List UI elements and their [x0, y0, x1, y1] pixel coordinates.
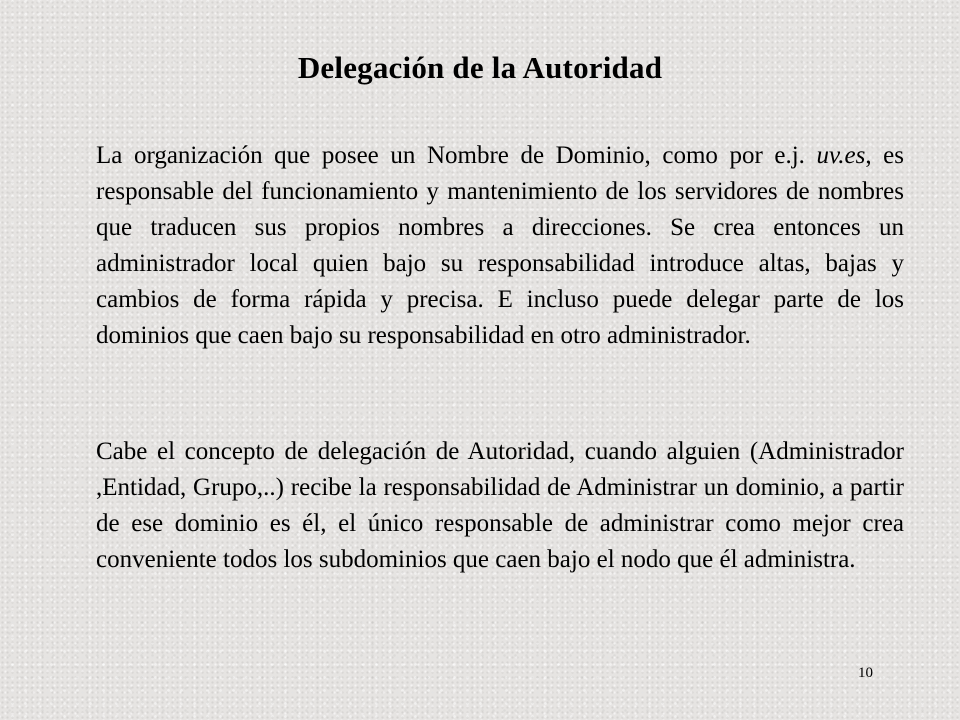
paragraph-authority-delegation: Cabe el concepto de delegación de Autoridad, cuando alguien (Administrador ,Entidad, Grupo,..) recibe la responsabilidad de Administrar un dominio, a partir de ese dominio es él, el único responsable de administrar como mejor crea conveniente todos los subdominios que caen bajo el nodo que él administra. — [96, 438, 904, 573]
paragraph-1-text-start: La organización que posee un Nombre de Dominio, como por e.j. — [96, 142, 817, 169]
paragraph-dns-responsibility — [96, 138, 904, 354]
domain-example: uv.es — [816, 142, 866, 169]
page-number: 10 — [858, 665, 873, 681]
slide-title: Delegación de la Autoridad — [297, 50, 663, 85]
paragraph-1-text-end: , es responsable del funcionamiento y mantenimiento de los servidores de nombres que traducen sus propios nombres a direcciones. Se crea entonces un administrador local quien bajo su responsabilidad introduce altas, bajas y cambios de forma rápida y precisa. E incluso puede delegar parte de los dominios que caen bajo su responsabilidad en otro administrador. — [96, 142, 905, 349]
